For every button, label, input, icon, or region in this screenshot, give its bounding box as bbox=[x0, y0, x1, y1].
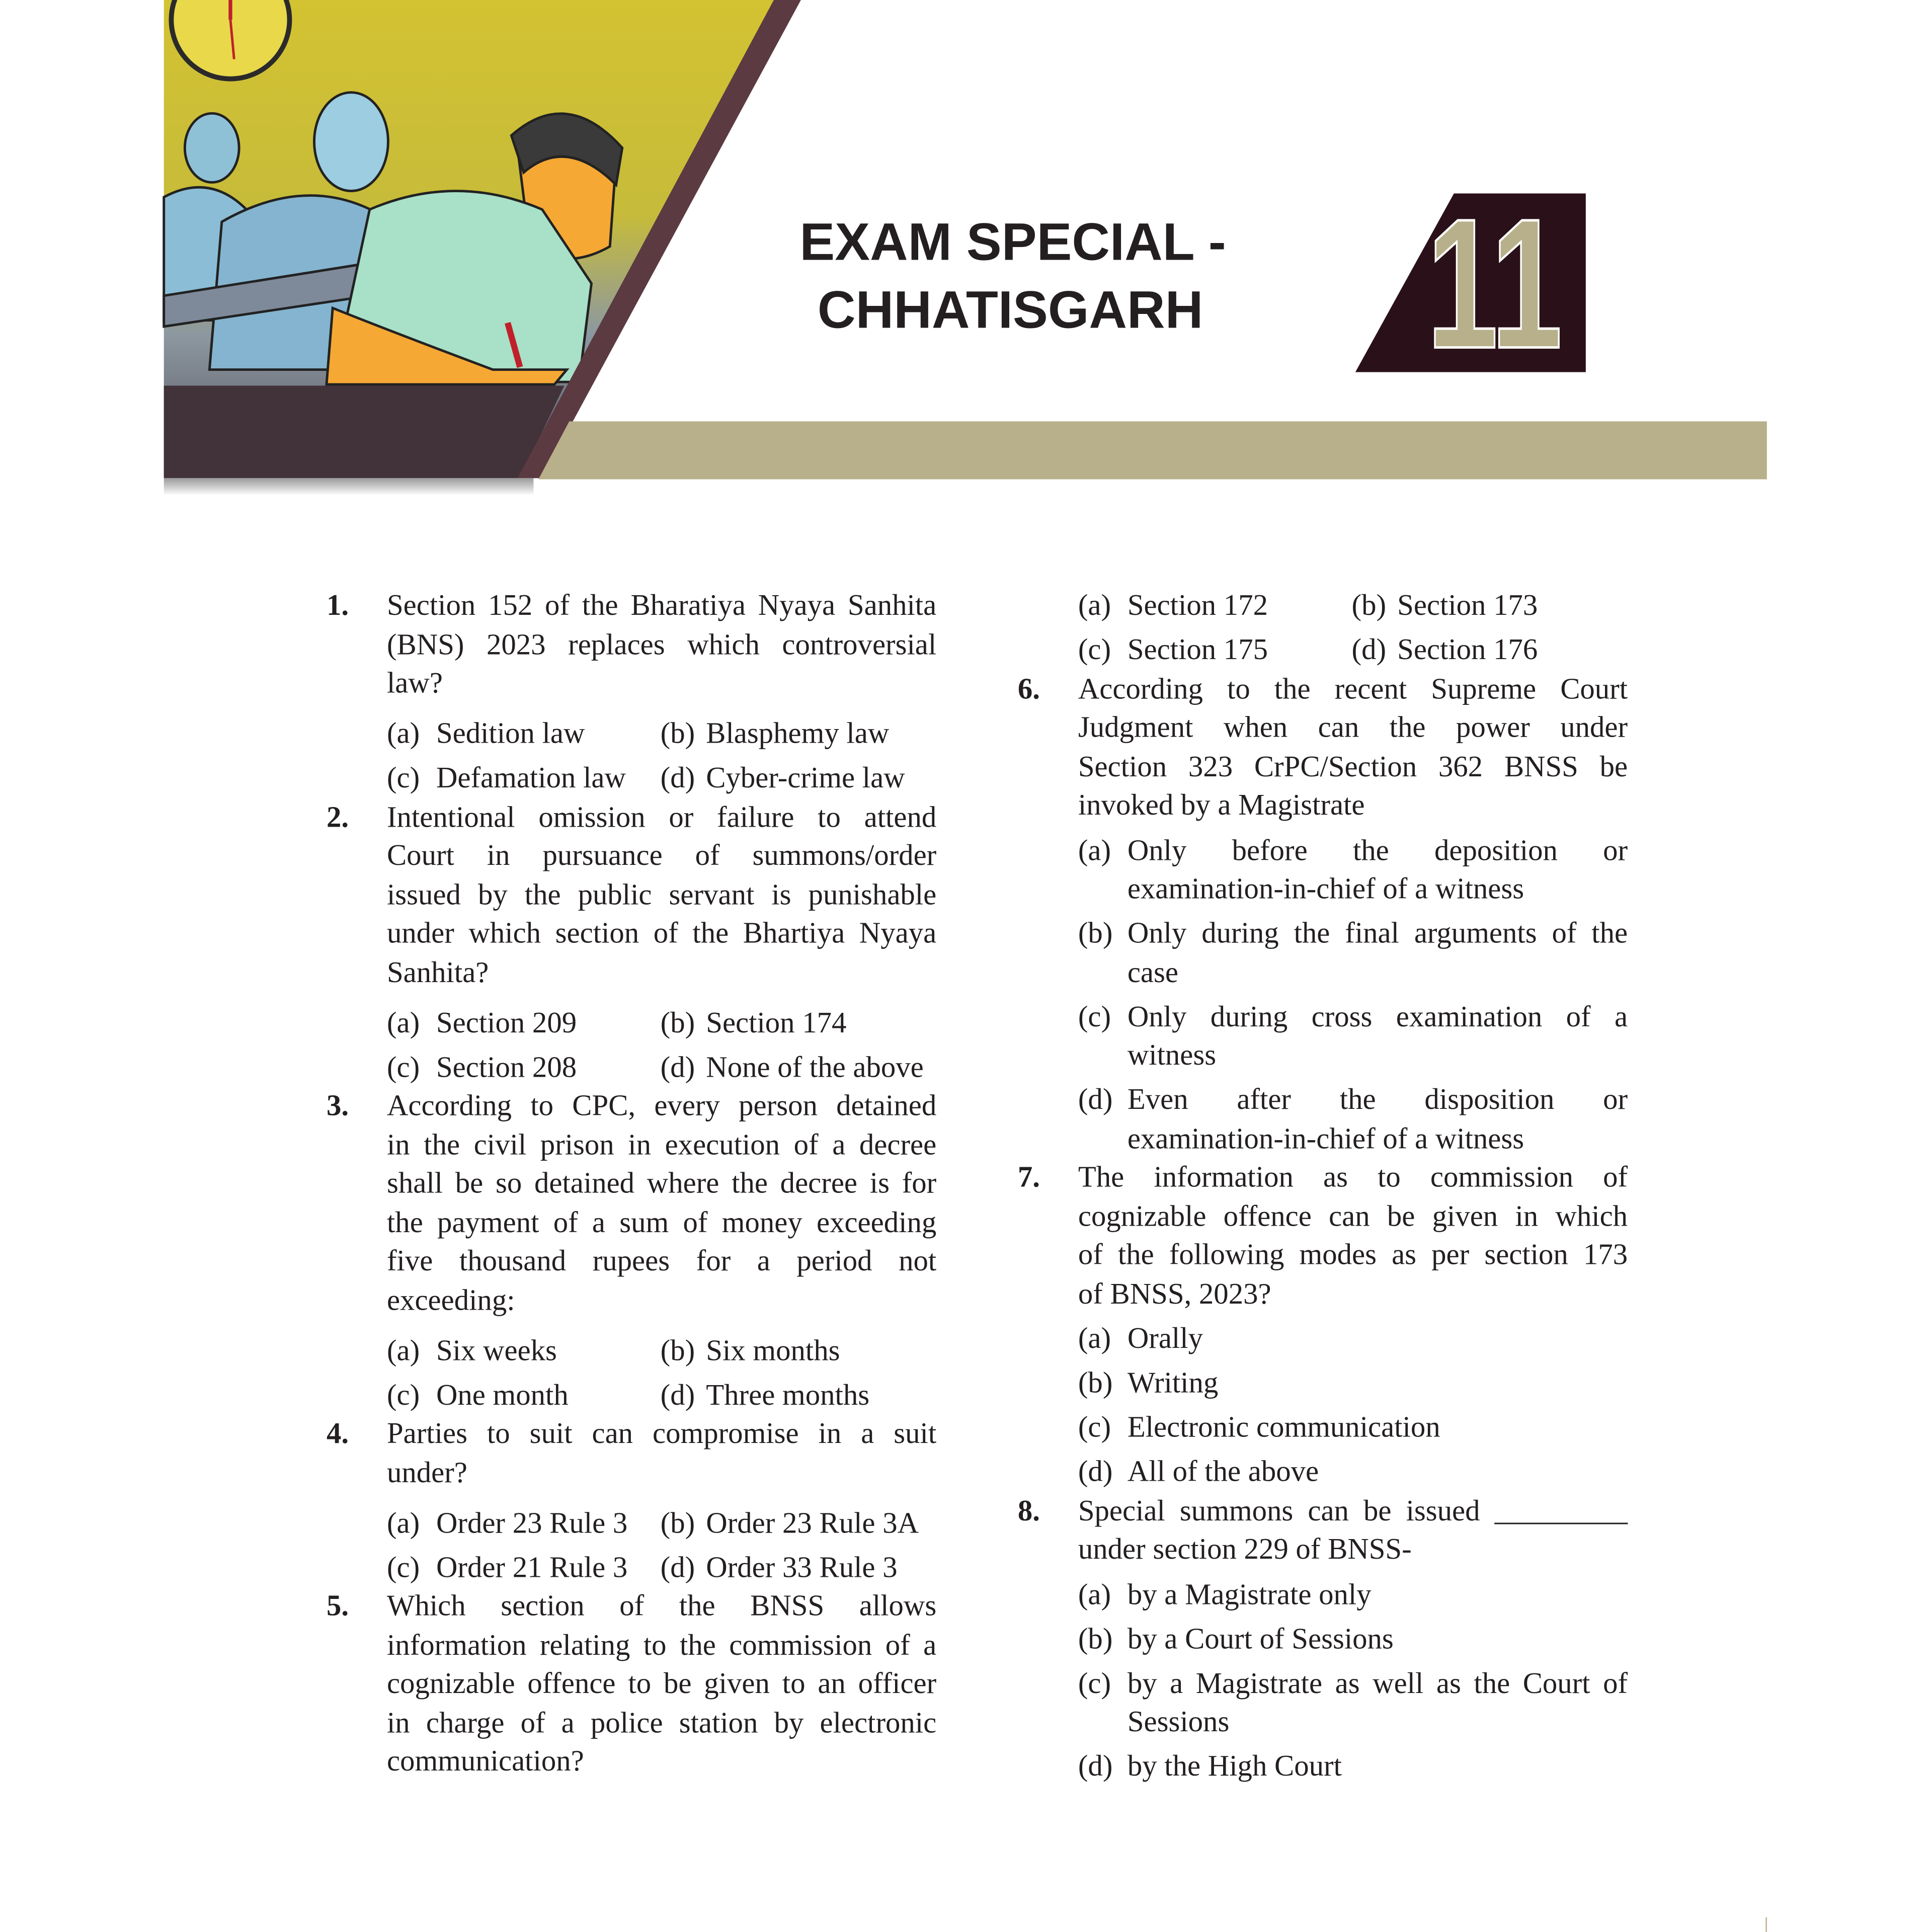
tan-band bbox=[538, 422, 1767, 479]
option-c bbox=[1078, 1410, 1628, 1448]
option-text: case bbox=[1127, 956, 1178, 989]
option-label: (b) bbox=[660, 718, 695, 751]
option-text: Blasphemy law bbox=[706, 718, 890, 751]
option-text: Order 33 Rule 3 bbox=[706, 1552, 898, 1584]
option-text: Section 209 bbox=[436, 1007, 577, 1039]
question-text: Judgment when can the power under bbox=[1078, 712, 1628, 745]
option-label: (a) bbox=[386, 1007, 420, 1039]
question-text: shall be so detained where the decree is for bbox=[386, 1168, 937, 1200]
option-text: One month bbox=[436, 1379, 569, 1412]
question-text: cognizable offence to be given to an officer bbox=[386, 1668, 937, 1701]
option-b bbox=[661, 1333, 937, 1372]
option-label: (c) bbox=[386, 1379, 420, 1412]
chapter-title-line2: CHHATISGARH bbox=[817, 280, 1203, 340]
option-b bbox=[1078, 1365, 1628, 1404]
option-label: (a) bbox=[386, 1507, 420, 1540]
question-text: of BNSS, 2023? bbox=[1078, 1278, 1271, 1311]
question-number: 3. bbox=[326, 1090, 349, 1123]
option-text: Three months bbox=[706, 1379, 870, 1412]
option-d bbox=[661, 1377, 937, 1416]
option-text: Defamation law bbox=[436, 762, 626, 795]
question-text: Intentional omission or failure to attend bbox=[386, 801, 937, 834]
option-label: (a) bbox=[386, 1335, 420, 1367]
question-1 bbox=[326, 588, 937, 799]
option-text: by a Court of Sessions bbox=[1127, 1623, 1394, 1656]
option-text: Order 23 Rule 3 bbox=[436, 1507, 628, 1540]
options-list bbox=[387, 999, 936, 1088]
option-d bbox=[661, 760, 937, 799]
option-text: Section 172 bbox=[1127, 590, 1268, 622]
option-c bbox=[387, 760, 661, 799]
left-column bbox=[326, 588, 937, 1782]
question-5 bbox=[326, 1588, 937, 1783]
options-list bbox=[387, 1327, 936, 1416]
option-text: Section 174 bbox=[706, 1007, 847, 1039]
question-text: Section 152 of the Bharatiya Nyaya Sanhita bbox=[386, 590, 937, 622]
option-label: (b) bbox=[660, 1335, 695, 1367]
option-label: (d) bbox=[1078, 1456, 1113, 1489]
question-text: under which section of the Bhartiya Nyaya bbox=[386, 918, 937, 950]
option-b bbox=[661, 716, 937, 755]
question-text: Section 323 CrPC/Section 362 BNSS be bbox=[1078, 751, 1628, 783]
chapter-number: 11 bbox=[1426, 180, 1563, 387]
option-label: (d) bbox=[660, 1552, 695, 1584]
option-label: (d) bbox=[660, 1052, 695, 1084]
question-text: invoked by a Magistrate bbox=[1078, 789, 1365, 822]
option-label: (d) bbox=[660, 1379, 695, 1412]
option-text: Order 23 Rule 3A bbox=[706, 1507, 919, 1540]
option-label: (d) bbox=[1078, 1751, 1113, 1783]
chapter-title-line1: EXAM SPECIAL - bbox=[799, 212, 1226, 272]
question-text: of the following modes as per section 173 bbox=[1078, 1239, 1628, 1272]
option-d bbox=[1078, 1748, 1628, 1787]
question-number: 2. bbox=[326, 801, 349, 834]
option-b bbox=[661, 1005, 937, 1043]
option-text: Only during the final arguments of the bbox=[1127, 918, 1628, 950]
option-label: (c) bbox=[386, 762, 420, 795]
option-text: Orally bbox=[1127, 1323, 1203, 1355]
option-a bbox=[1078, 1321, 1628, 1359]
question-7 bbox=[1017, 1159, 1628, 1492]
question-number: 4. bbox=[326, 1418, 349, 1451]
option-label: (a) bbox=[1078, 1579, 1111, 1612]
option-label: (c) bbox=[386, 1552, 420, 1584]
option-c bbox=[1078, 1665, 1628, 1743]
option-b bbox=[661, 1505, 937, 1544]
option-text: Cyber-crime law bbox=[706, 762, 905, 795]
option-label: (b) bbox=[1351, 590, 1387, 622]
option-label: (c) bbox=[1078, 1001, 1111, 1033]
option-label: (d) bbox=[660, 762, 695, 795]
option-text: Electronic communication bbox=[1127, 1412, 1440, 1444]
option-text: Only during cross examination of a bbox=[1127, 1001, 1628, 1033]
option-text: None of the above bbox=[706, 1052, 924, 1084]
option-d bbox=[1352, 632, 1628, 671]
option-label: (c) bbox=[1078, 634, 1111, 667]
question-text: communication? bbox=[386, 1746, 584, 1778]
option-label: (b) bbox=[1078, 1623, 1113, 1656]
question-6 bbox=[1017, 671, 1628, 1159]
options-list bbox=[1078, 1321, 1628, 1493]
question-number: 8. bbox=[1017, 1495, 1040, 1527]
options-list bbox=[1078, 832, 1628, 1159]
option-label: (a) bbox=[386, 718, 420, 751]
option-text: examination-in-chief of a witness bbox=[1127, 1123, 1524, 1155]
option-b bbox=[1078, 1621, 1628, 1660]
option-b bbox=[1078, 916, 1628, 993]
option-label: (c) bbox=[386, 1052, 420, 1084]
option-text: Writing bbox=[1127, 1367, 1219, 1400]
option-text: Even after the disposition or bbox=[1127, 1084, 1628, 1116]
option-a bbox=[1078, 832, 1628, 910]
option-text: Section 208 bbox=[436, 1052, 577, 1084]
option-d bbox=[661, 1550, 937, 1588]
question-3 bbox=[326, 1088, 937, 1415]
page-edge-mark bbox=[1765, 1917, 1766, 1932]
option-label: (a) bbox=[1078, 590, 1111, 622]
question-text: Parties to suit can compromise in a suit bbox=[386, 1418, 937, 1451]
question-text: law? bbox=[386, 668, 443, 700]
option-c bbox=[387, 1377, 661, 1416]
option-label: (b) bbox=[660, 1507, 695, 1540]
option-text: Sedition law bbox=[436, 718, 585, 751]
question-text: in the civil prison in execution of a decree bbox=[386, 1129, 937, 1162]
option-label: (d) bbox=[1078, 1084, 1113, 1116]
chapter-header-banner bbox=[0, 0, 1932, 518]
question-4 bbox=[326, 1416, 937, 1588]
option-d bbox=[661, 1049, 937, 1088]
question-text: cognizable offence can be given in which bbox=[1078, 1200, 1628, 1233]
option-c bbox=[1078, 632, 1352, 671]
option-text: All of the above bbox=[1127, 1456, 1319, 1489]
exam-illustration bbox=[164, 0, 801, 495]
question-number: 6. bbox=[1017, 673, 1040, 706]
question-text: According to CPC, every person detained bbox=[386, 1090, 937, 1123]
question-text: exceeding: bbox=[386, 1284, 515, 1317]
option-label: (a) bbox=[1078, 835, 1111, 867]
option-text: Section 175 bbox=[1127, 634, 1268, 667]
option-a bbox=[387, 1505, 661, 1544]
option-text: examination-in-chief of a witness bbox=[1127, 873, 1524, 906]
option-label: (c) bbox=[1078, 1412, 1111, 1444]
option-text: by the High Court bbox=[1127, 1751, 1342, 1783]
question-text: Special summons can be issued _________ bbox=[1078, 1495, 1628, 1527]
option-d bbox=[1078, 1082, 1628, 1159]
option-label: (b) bbox=[1078, 1367, 1113, 1400]
option-label: (b) bbox=[1078, 918, 1113, 950]
question-number: 5. bbox=[326, 1590, 349, 1623]
question-text: Court in pursuance of summons/order bbox=[386, 840, 937, 872]
option-c bbox=[1078, 999, 1628, 1076]
options-list bbox=[387, 710, 936, 799]
options-list bbox=[387, 1499, 936, 1588]
option-c bbox=[387, 1550, 661, 1588]
option-a bbox=[387, 1005, 661, 1043]
option-label: (b) bbox=[660, 1007, 695, 1039]
option-text: Six months bbox=[706, 1335, 840, 1367]
question-text: five thousand rupees for a period not bbox=[386, 1245, 937, 1278]
option-text: by a Magistrate as well as the Court of bbox=[1127, 1667, 1628, 1700]
question-8 bbox=[1017, 1493, 1628, 1787]
question-text: The information as to commission of bbox=[1078, 1162, 1628, 1194]
question-number: 1. bbox=[326, 590, 349, 622]
option-c bbox=[387, 1049, 661, 1088]
question-text: According to the recent Supreme Court bbox=[1078, 673, 1628, 706]
question-text: under section 229 of BNSS- bbox=[1078, 1534, 1412, 1566]
option-a bbox=[387, 1333, 661, 1372]
options-list bbox=[1078, 1576, 1628, 1787]
question-text: in charge of a police station by electronic bbox=[386, 1707, 937, 1739]
question-text: Which section of the BNSS allows bbox=[386, 1590, 937, 1623]
option-text: witness bbox=[1127, 1039, 1217, 1072]
question-5-options-continued bbox=[1078, 582, 1628, 671]
option-text: Six weeks bbox=[436, 1335, 557, 1367]
question-2 bbox=[326, 799, 937, 1088]
option-text: Order 21 Rule 3 bbox=[436, 1552, 628, 1584]
option-a bbox=[1078, 588, 1352, 626]
right-column bbox=[1017, 588, 1628, 1787]
question-text: under? bbox=[386, 1457, 467, 1489]
option-text: Only before the deposition or bbox=[1127, 835, 1628, 867]
question-number: 7. bbox=[1017, 1162, 1040, 1194]
option-label: (a) bbox=[1078, 1323, 1111, 1355]
option-b bbox=[1352, 588, 1628, 626]
option-text: Sessions bbox=[1127, 1706, 1230, 1739]
question-text: information relating to the commission of a bbox=[386, 1629, 937, 1662]
question-text: (BNS) 2023 replaces which controversial bbox=[386, 629, 937, 661]
option-label: (d) bbox=[1351, 634, 1387, 667]
option-text: Section 173 bbox=[1397, 590, 1538, 622]
option-label: (c) bbox=[1078, 1667, 1111, 1700]
option-a bbox=[387, 716, 661, 755]
question-text: the payment of a sum of money exceeding bbox=[386, 1206, 937, 1239]
option-text: Section 176 bbox=[1397, 634, 1538, 667]
option-text: by a Magistrate only bbox=[1127, 1579, 1372, 1612]
question-text: Sanhita? bbox=[386, 956, 489, 989]
option-a bbox=[1078, 1576, 1628, 1615]
option-d bbox=[1078, 1454, 1628, 1493]
question-text: issued by the public servant is punishable bbox=[386, 879, 937, 912]
